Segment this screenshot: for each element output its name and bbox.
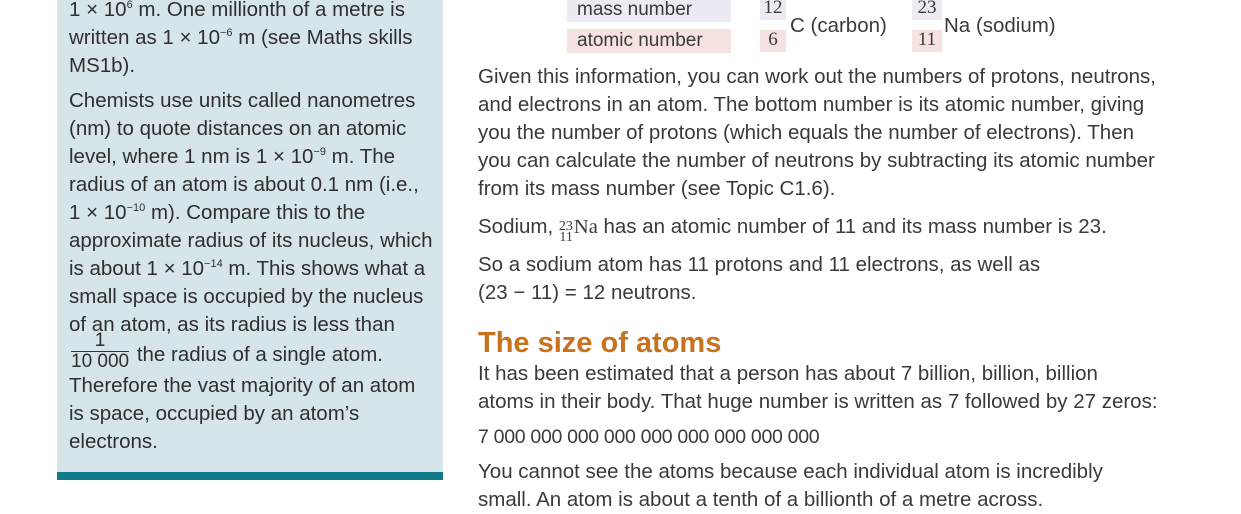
body-text: It has been estimated that a person has about 7 billion, billion, billion: [478, 362, 1098, 385]
sidebar-text: m. This shows what a small space is occupied by the nucleus of an atom, as its radius is less than: [69, 257, 426, 336]
sidebar-text: m). Compare this to the approximate radius of its nucleus, which is about 1 × 10: [69, 201, 433, 280]
body-paragraph-2: [478, 213, 1178, 243]
sodium-mass-number: 23: [912, 0, 942, 20]
body-paragraph-4: [478, 360, 1178, 416]
sidebar-text: m (see Maths skills: [232, 26, 413, 49]
fraction: [71, 331, 129, 372]
body-text: has an atomic number of 11 and its mass number is 23.: [597, 215, 1107, 238]
sidebar-superscript: −14: [204, 258, 223, 270]
nuclide-mass: 23: [558, 219, 573, 234]
sidebar-paragraph-2: [69, 87, 433, 456]
body-text: So a sodium atom has 11 protons and 11 electrons, as well as: [478, 253, 1041, 276]
sodium-symbol: Na (sodium): [944, 14, 1056, 37]
sidebar-text: written as 1 × 10: [69, 26, 220, 49]
sidebar-text: m. One millionth of a metre is: [132, 0, 405, 21]
sidebar-superscript: 6: [126, 0, 133, 11]
sidebar-text: MS1b).: [69, 54, 136, 77]
nuclide-notation: [559, 221, 573, 243]
sodium-atomic-number: 11: [912, 30, 942, 52]
big-number: 7 000 000 000 000 000 000 000 000 000: [478, 426, 820, 448]
carbon-symbol: C (carbon): [790, 14, 887, 37]
fraction-denominator: 10 000: [71, 351, 130, 372]
section-heading: The size of atoms: [478, 327, 722, 359]
fraction-numerator: 1: [71, 331, 129, 352]
body-text: atoms in their body. That huge number is written as 7 followed by 27 zeros:: [478, 390, 1158, 413]
sidebar-text: Chemists use units called nanometres (nm) to quote distances on an atomic level, where 1 nm is 1 × 10: [69, 89, 416, 168]
mass-number-label: mass number: [567, 0, 731, 22]
body-text: You cannot see the atoms because each individual atom is incredibly: [478, 460, 1103, 483]
sidebar-paragraph-1: [69, 0, 433, 80]
sidebar-text: the radius of a single atom. Therefore the vast majority of an atom is space, occupied by an atom’s electrons.: [69, 342, 416, 453]
body-text: (23 − 11) = 12 neutrons.: [478, 281, 697, 304]
sidebar-text: 1 × 10: [69, 0, 127, 21]
body-text: Sodium,: [478, 215, 559, 238]
sidebar-superscript: −10: [126, 202, 146, 214]
sidebar-superscript: −6: [220, 27, 233, 39]
sidebar-text: m. The radius of an atom is about 0.1 nm (i.e., 1 × 10: [69, 145, 419, 224]
carbon-mass-number: 12: [760, 0, 786, 20]
carbon-atomic-number: 6: [760, 30, 786, 52]
body-paragraph-5: [478, 458, 1178, 514]
nuclide-symbol: Na: [573, 216, 598, 238]
nuclide-atomic: 11: [559, 230, 573, 245]
body-paragraph-3: [478, 251, 1178, 307]
body-text: small. An atom is about a tenth of a billionth of a metre across.: [478, 488, 1044, 511]
atomic-number-label: atomic number: [567, 29, 731, 53]
info-sidebar: [57, 0, 443, 480]
body-paragraph-1: Given this information, you can work out the numbers of protons, neutrons, and electrons in an atom. The bottom number is its atomic number, giving you the number of protons (which equals the number of electrons). Then you can calculate the number of neutrons by subtracting its atomic number from its mass number (see Topic C1.6).: [478, 65, 1156, 200]
sidebar-superscript: −9: [313, 146, 326, 158]
